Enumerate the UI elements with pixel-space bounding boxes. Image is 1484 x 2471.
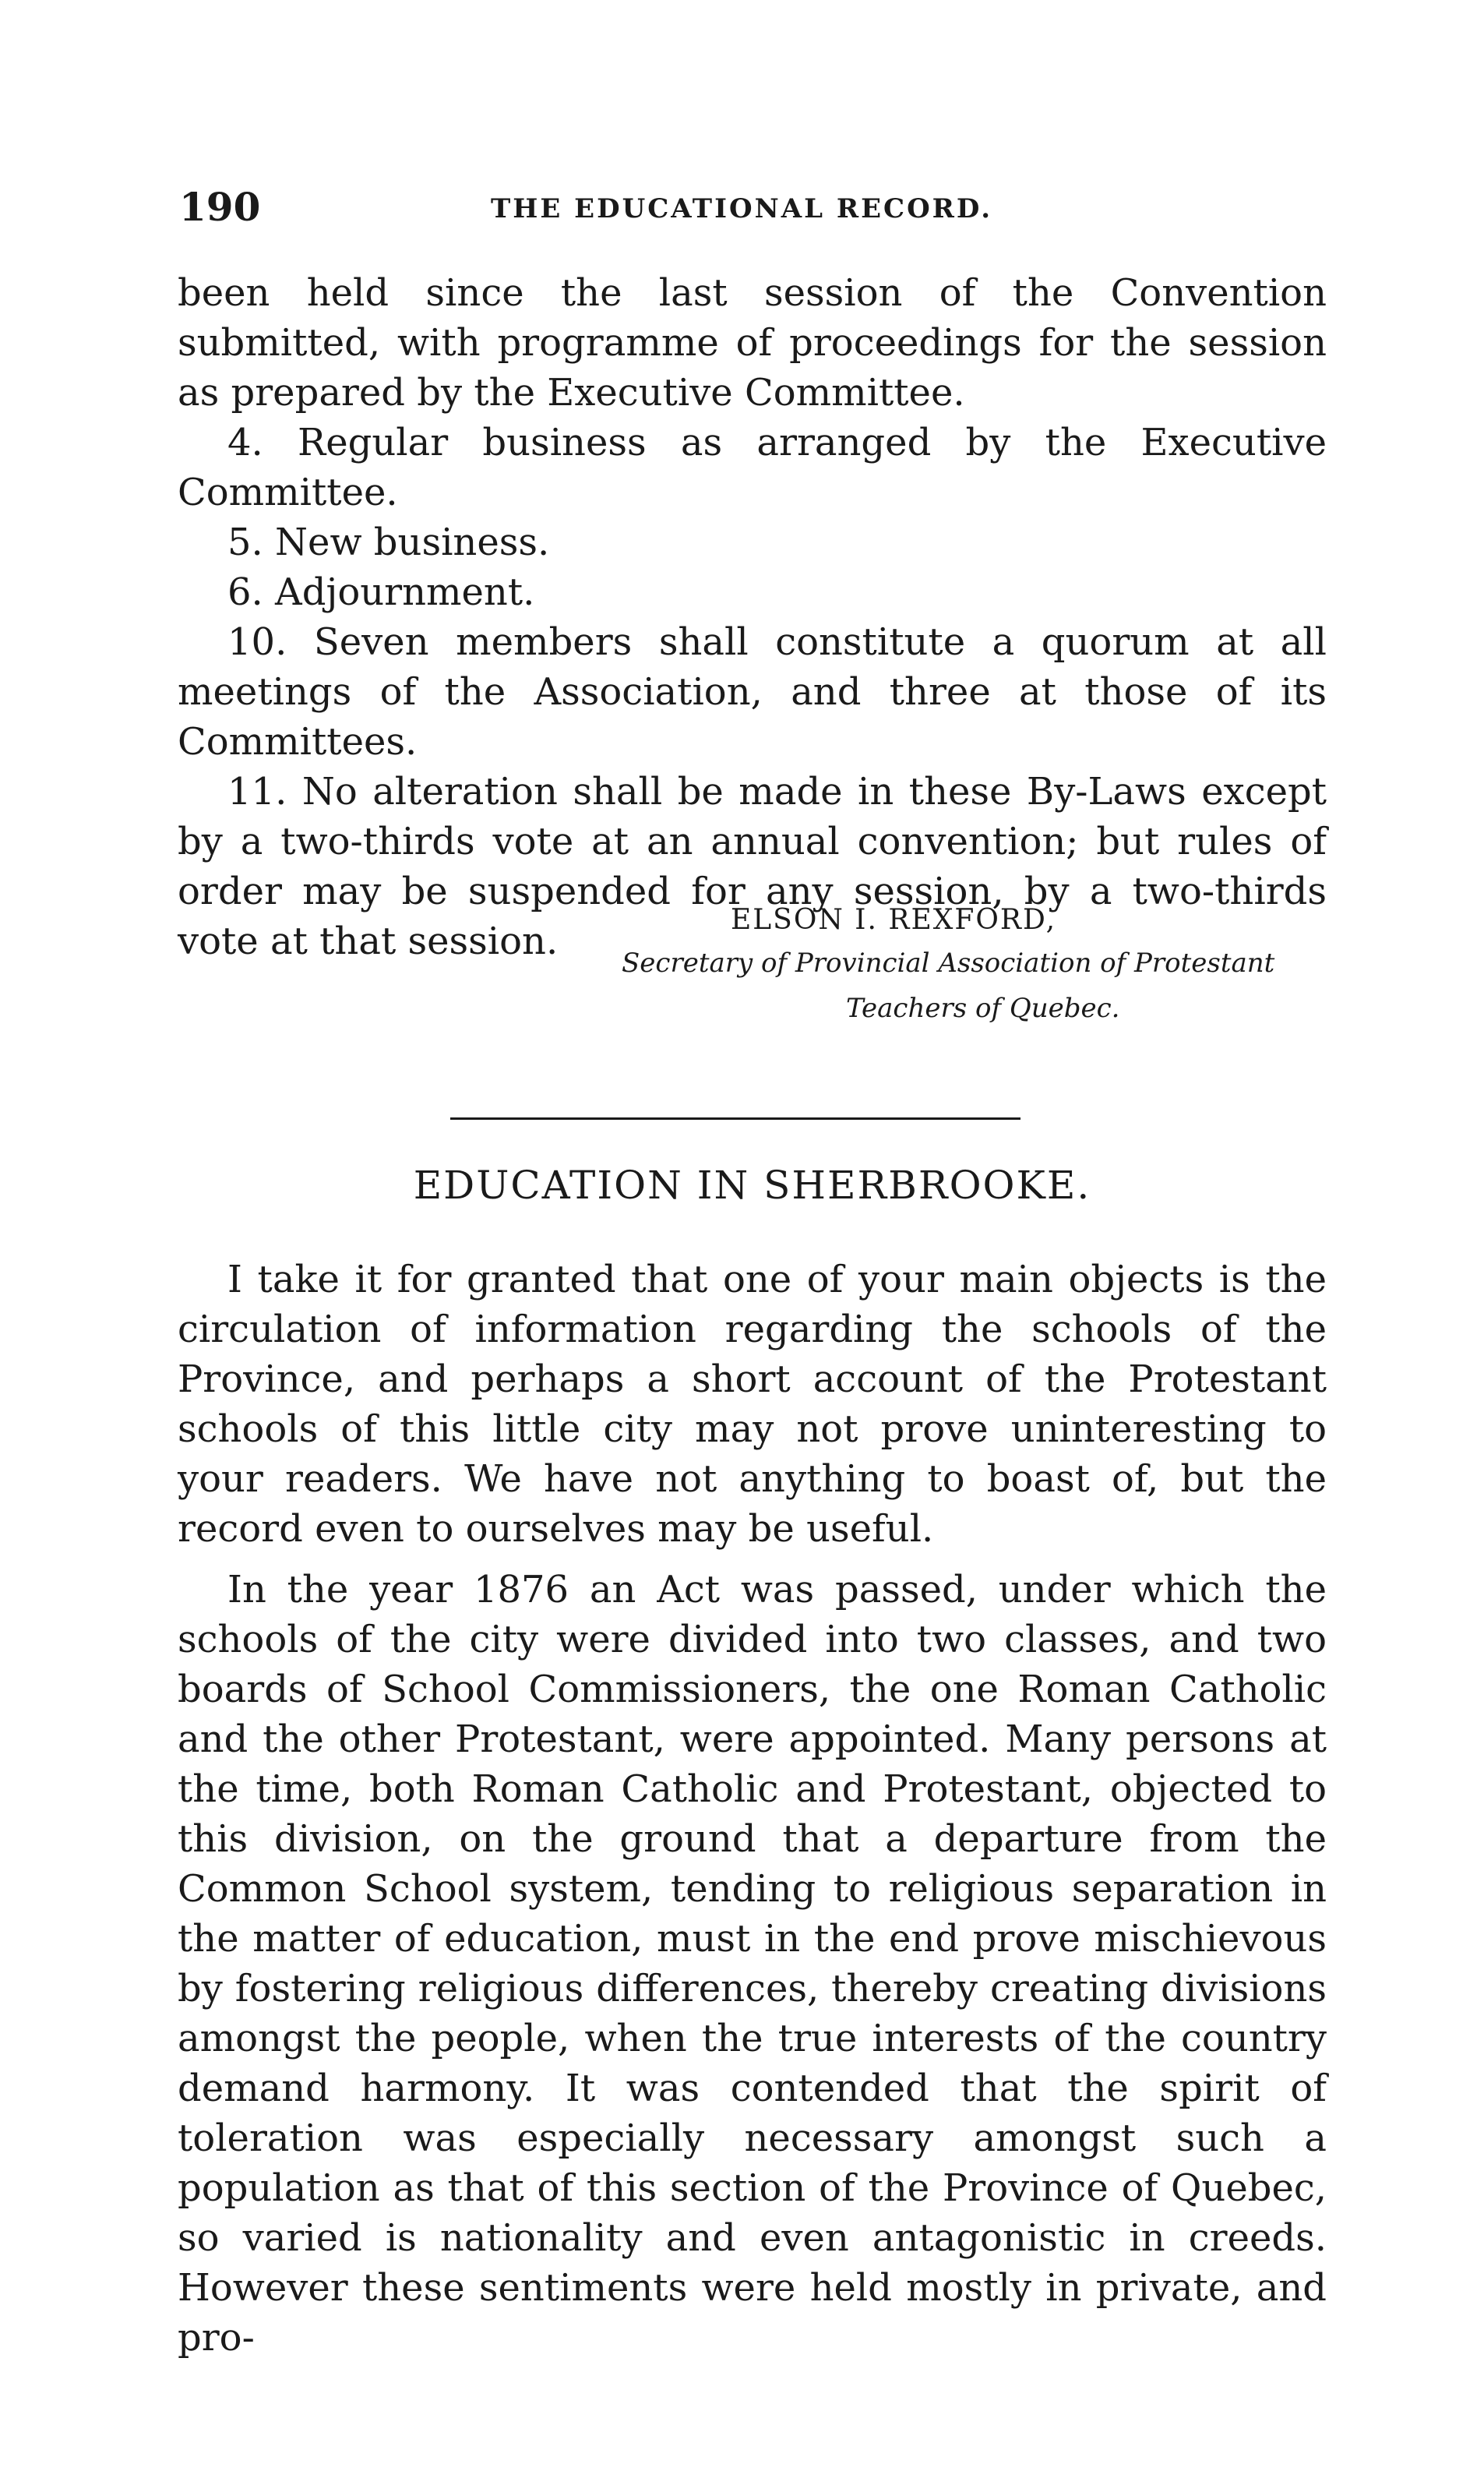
bylaws-item-4: 4. Regular business as arranged by the Executive Committee. [178,421,1327,514]
signatory-title: Secretary of Provincial Association of Protestant [622,948,1275,979]
journal-title: THE EDUCATIONAL RECORD. [491,193,993,224]
bylaws-section [178,268,1327,966]
page-number: 190 [179,184,261,230]
bylaws-item-5: 5. New business. [227,521,550,564]
signatory-name: ELSON I. REXFORD, [731,904,1057,936]
bylaws-rule-11: 11. No alteration shall be made in these By-Laws except by a two-thirds vote at an annual convention; but rules of order may be suspended for any session, by a two-thirds vote at that session. [178,770,1327,963]
article-paragraph-2: In the year 1876 an Act was passed, under which the schools of the city were divided into two classes, and two boards of School Commissioners, the one Roman Catholic and the other Protestant, were appointed. Many persons at the time, both Roman Catholic and Protestant, objected to this division, on the ground that a departure from the Common School system, tending to religious separation in the matter of education, must in the end prove mischievous by fostering religious differences, thereby creating divisions amongst the people, when the true interests of the country demand harmony. It was contended that the spirit of toleration was especially necessary amongst such a population as that of this section of the Province of Quebec, so varied is nationality and even antagonistic in creeds. However these sentiments were held mostly in private, and pro- [178,1568,1327,2360]
bylaws-rule-10: 10. Seven members shall constitute a quorum at all meetings of the Association, and three at those of its Committees. [178,620,1327,764]
signatory-title-continued: Teachers of Quebec. [846,993,1120,1024]
section-divider [450,1117,1020,1120]
article-paragraph-1: I take it for granted that one of your main objects is the circulation of information regarding the schools of the Province, and perhaps a short account of the Protestant schools of this little city may not prove uninteresting to your readers. We have not anything to boast of, but the record even to ourselves may be useful. [178,1258,1327,1551]
article-body [178,1255,1327,2363]
bylaws-item-6: 6. Adjournment. [227,570,535,614]
article-heading: EDUCATION IN SHERBROOKE. [413,1163,1091,1208]
bylaws-continuation: been held since the last session of the Convention submitted, with programme of proceedings for the session as prepared by the Executive Committee. [178,271,1327,415]
running-head [179,184,1332,238]
